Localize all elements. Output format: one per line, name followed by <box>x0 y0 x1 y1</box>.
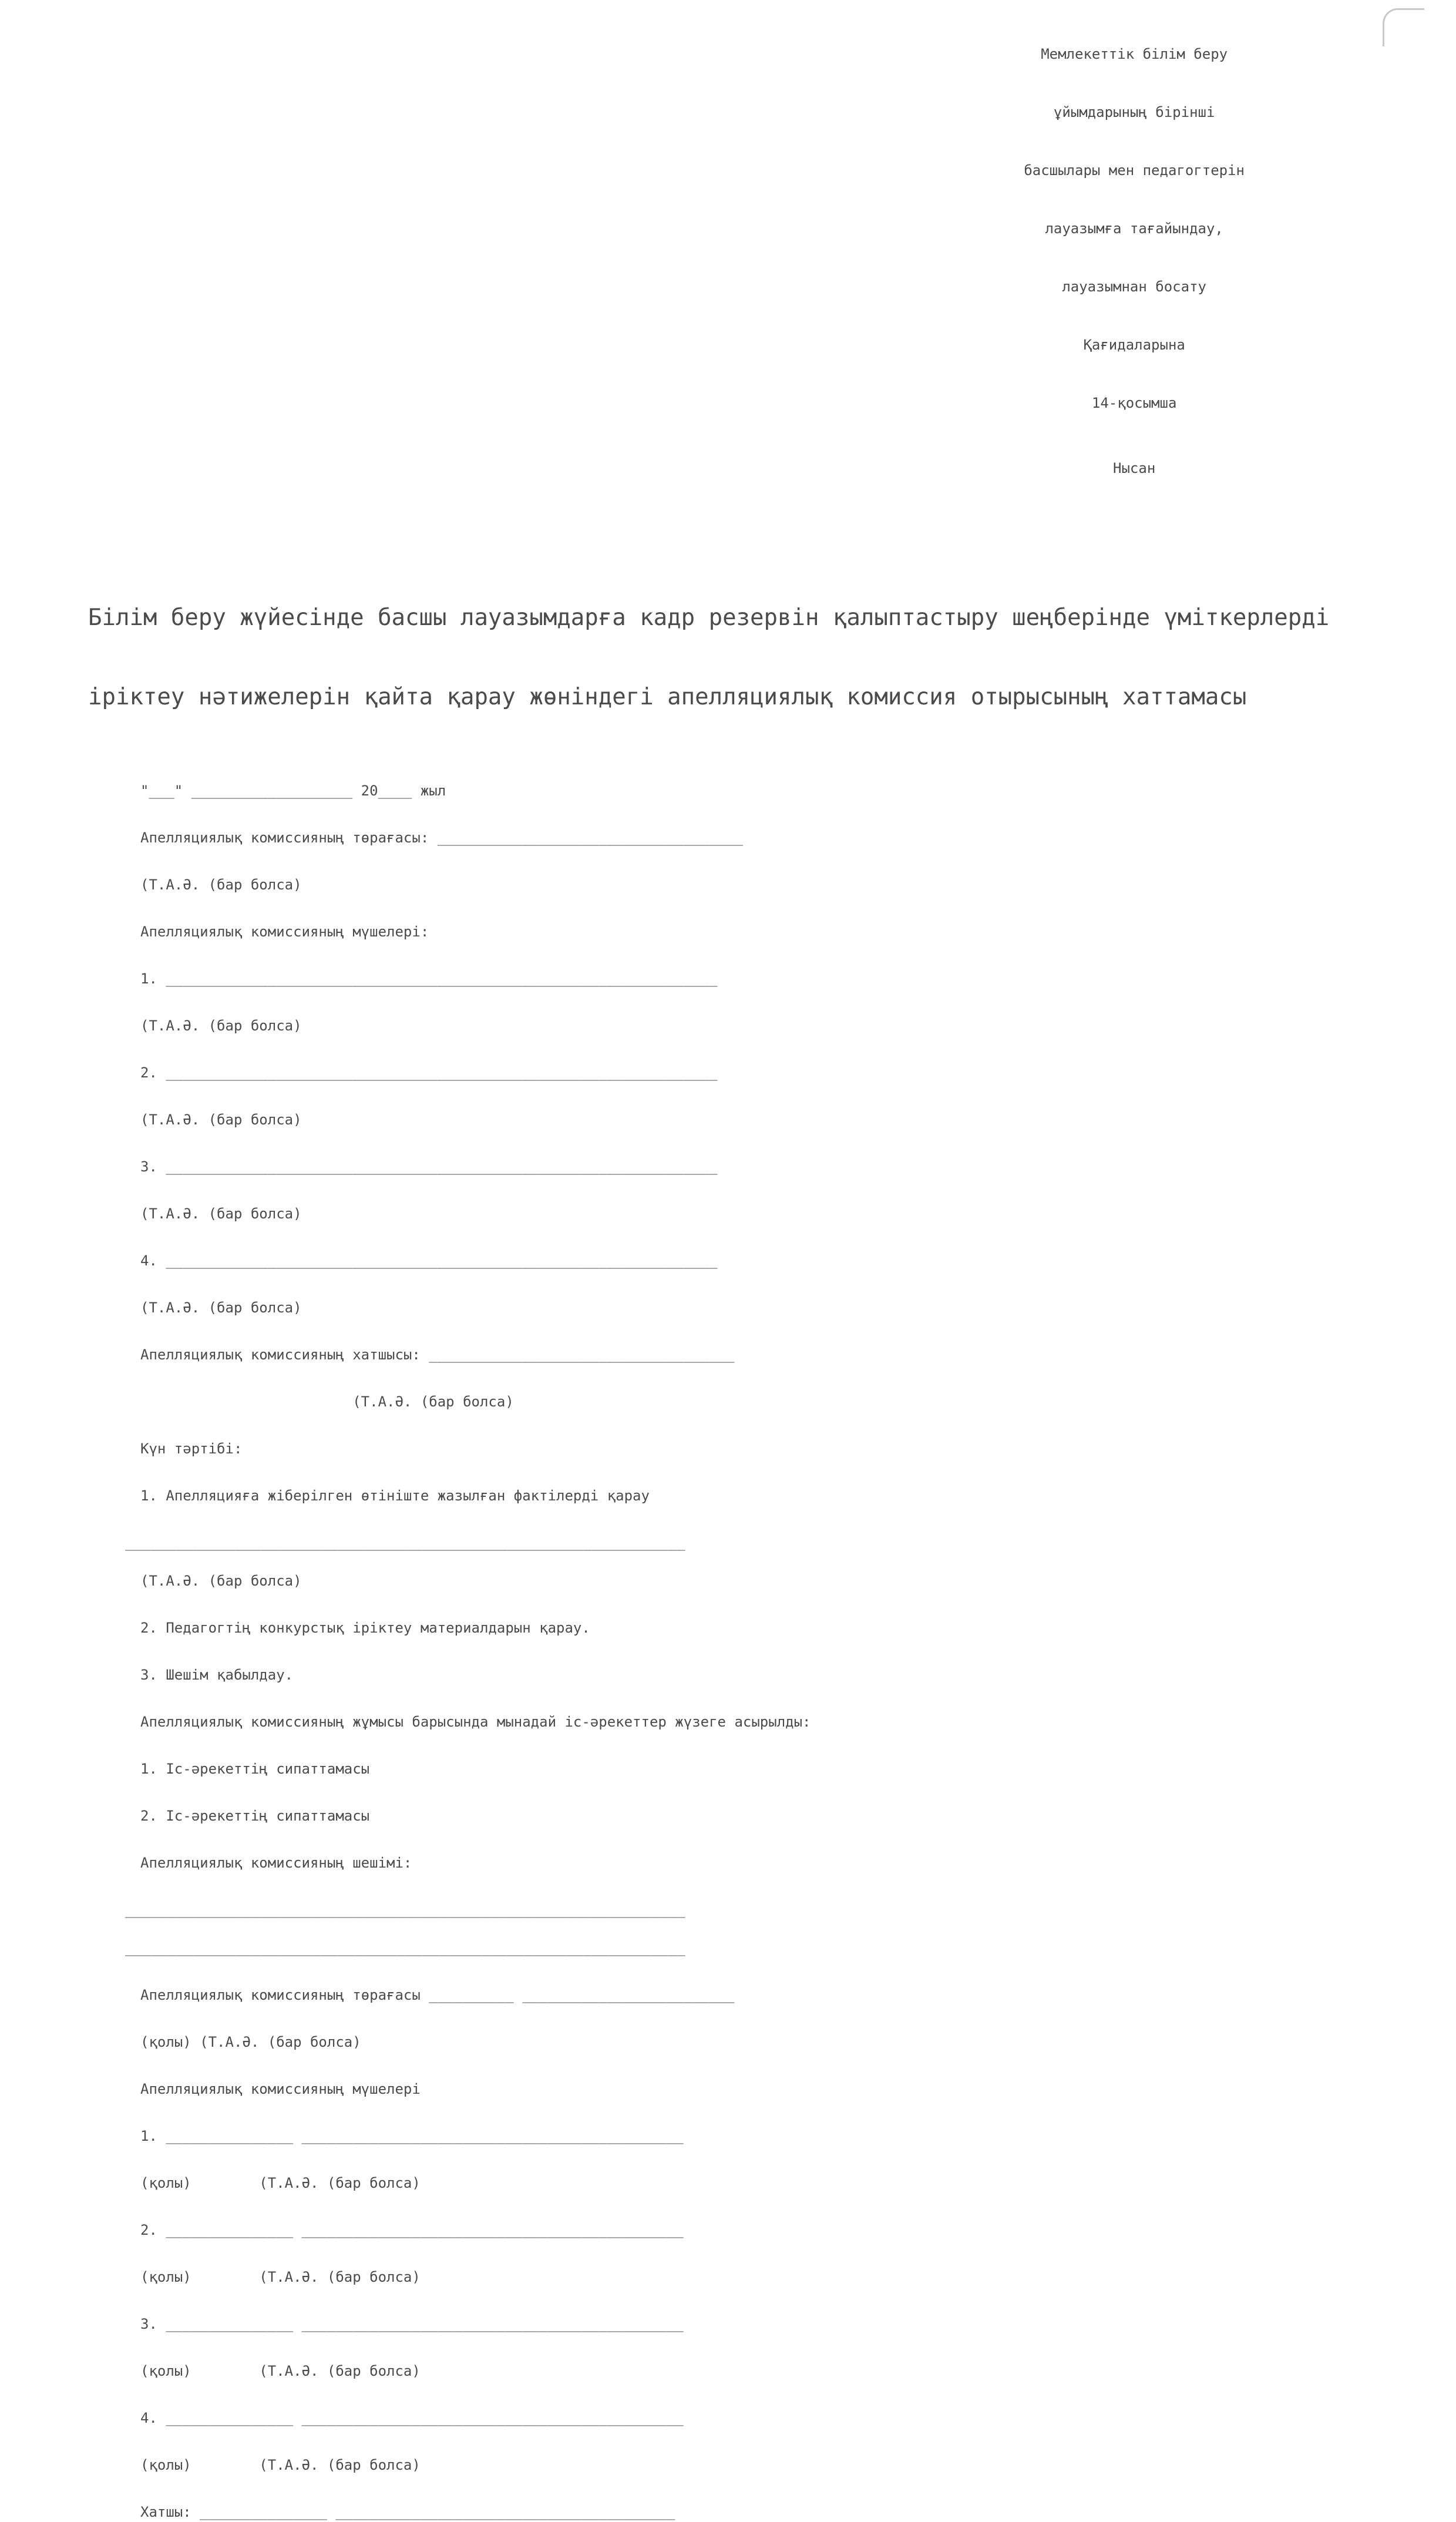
clipped-rounded-corner-artifact <box>1383 8 1424 46</box>
fio-note: (Т.А.Ә. (бар болса) <box>140 1299 302 1316</box>
member-signature-4: 4. _______________ _____________________________________________ <box>140 2410 684 2426</box>
blank-rule: __________________________________________________________________ <box>125 1940 685 1956</box>
date-line: "___" ___________________ 20____ жыл <box>140 783 446 799</box>
actions-heading: Апелляциялық комиссияның жұмысы барысында мынадай іс-әрекеттер жүзеге асырылды: <box>140 1714 811 1730</box>
fio-note-indented: (Т.А.Ә. (бар болса) <box>140 1393 514 1410</box>
blank-rule: __________________________________________________________________ <box>125 1534 685 1551</box>
appendix-header-note <box>1024 6 1245 517</box>
decision-heading: Апелляциялық комиссияның шешімі: <box>140 1855 412 1871</box>
header-note-line: басшылары мен педагогтерін <box>1024 162 1245 179</box>
header-note-line: Қағидаларына <box>1083 337 1185 353</box>
blank-rule: __________________________________________________________________ <box>125 1902 685 1918</box>
fio-note: (Т.А.Ә. (бар болса) <box>140 1017 302 1034</box>
fio-note: (Т.А.Ә. (бар болса) <box>140 877 302 893</box>
header-note-line: лауазымға тағайындау, <box>1045 220 1223 237</box>
header-note-line: ұйымдарының бірінші <box>1053 104 1215 120</box>
action-item-2: 2. Іс-әрекеттің сипаттамасы <box>140 1808 370 1824</box>
form-body <box>125 781 1456 2522</box>
agenda-heading: Күн тәртібі: <box>140 1440 243 1457</box>
signature-note: (қолы) (Т.А.Ә. (бар болса) <box>140 2175 421 2191</box>
signature-note: (қолы) (Т.А.Ә. (бар болса) <box>140 2269 421 2285</box>
member-blank-2: 2. _________________________________________________________________ <box>140 1064 718 1081</box>
document-title <box>88 552 1456 763</box>
member-signature-2: 2. _______________ _____________________________________________ <box>140 2222 684 2238</box>
document-title-line: іріктеу нәтижелерін қайта қарау жөніндегі апелляциялық комиссия отырысының хаттамасы <box>88 684 1247 710</box>
members-heading: Апелляциялық комиссияның мүшелері: <box>140 923 429 940</box>
signature-note: (қолы) (Т.А.Ә. (бар болса) <box>140 2363 421 2379</box>
signature-note: (қолы) (Т.А.Ә. (бар болса) <box>140 2034 361 2050</box>
document-page <box>0 6 1456 2520</box>
member-blank-4: 4. _________________________________________________________________ <box>140 1252 718 1269</box>
header-note-line: Мемлекеттік білім беру <box>1041 46 1228 62</box>
form-label: Нысан <box>1113 460 1156 476</box>
member-signature-3: 3. _______________ _____________________________________________ <box>140 2316 684 2332</box>
chairman-line: Апелляциялық комиссияның төрағасы: ____________________________________ <box>140 830 743 846</box>
header-note-line: лауазымнан босату <box>1062 278 1206 295</box>
member-blank-1: 1. _________________________________________________________________ <box>140 970 718 987</box>
secretary-signature-line: Хатшы: _______________ ________________________________________ <box>140 2504 675 2520</box>
members-signature-heading: Апелляциялық комиссияның мүшелері <box>140 2081 421 2097</box>
agenda-item-1: 1. Апелляцияға жіберілген өтініште жазылған фактілерді қарау <box>140 1487 650 1504</box>
signature-note: (қолы) (Т.А.Ә. (бар болса) <box>140 2457 421 2473</box>
fio-note: (Т.А.Ә. (бар болса) <box>140 1205 302 1222</box>
secretary-line: Апелляциялық комиссияның хатшысы: ____________________________________ <box>140 1346 735 1363</box>
action-item-1: 1. Іс-әрекеттің сипаттамасы <box>140 1761 370 1777</box>
agenda-item-2: 2. Педагогтің конкурстық іріктеу материалдарын қарау. <box>140 1620 590 1636</box>
member-blank-3: 3. _________________________________________________________________ <box>140 1158 718 1175</box>
fio-note: (Т.А.Ә. (бар болса) <box>140 1111 302 1128</box>
header-note-line: 14-қосымша <box>1091 395 1177 411</box>
document-title-line: Білім беру жүйесінде басшы лауазымдарға кадр резервін қалыптастыру шеңберінде үміткерлерді <box>88 605 1330 631</box>
member-signature-1: 1. _______________ _____________________________________________ <box>140 2128 684 2144</box>
agenda-item-3: 3. Шешім қабылдау. <box>140 1667 294 1683</box>
fio-note: (Т.А.Ә. (бар болса) <box>140 1573 302 1589</box>
chairman-signature-line: Апелляциялық комиссияның төрағасы __________ _________________________ <box>140 1987 735 2003</box>
